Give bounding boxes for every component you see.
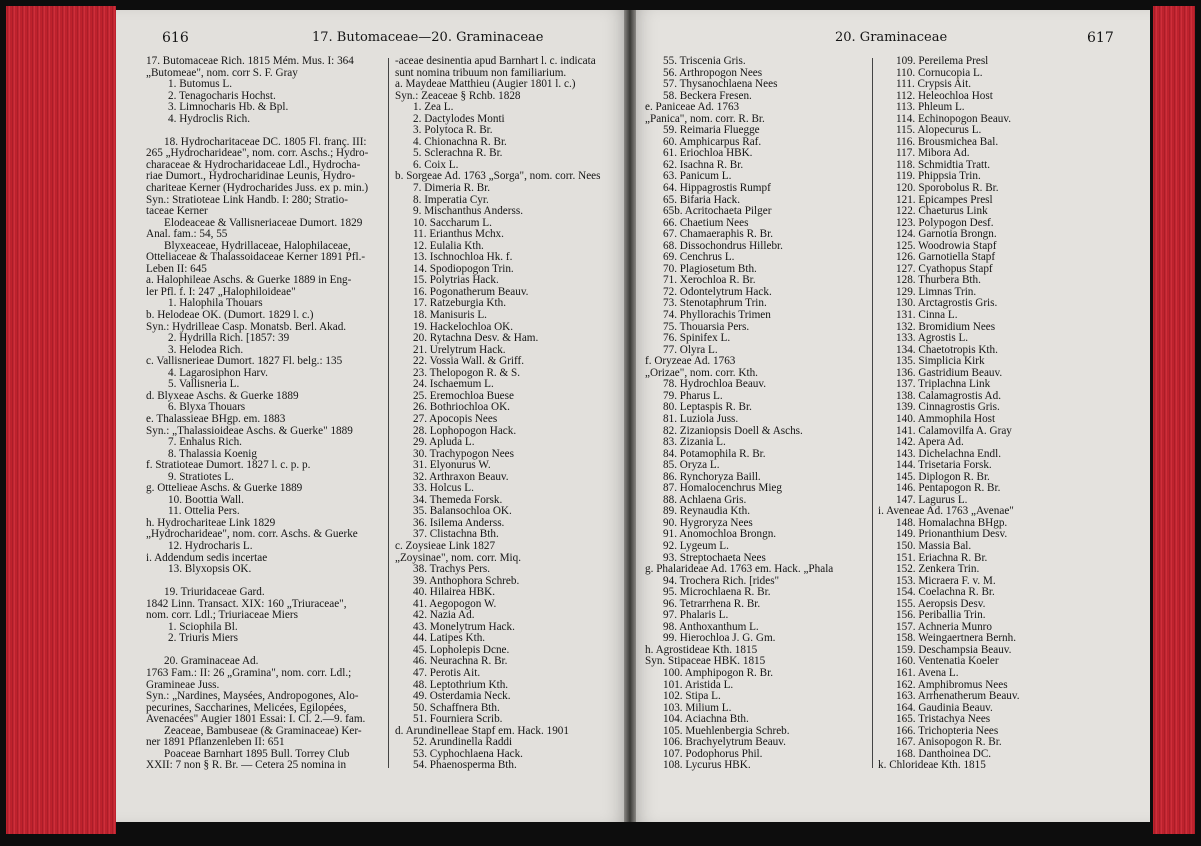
text-line: 109. Pereilema Presl (896, 55, 989, 67)
text-line: 122. Chaeturus Link (896, 205, 988, 218)
text-line: 81. Luziola Juss. (663, 412, 739, 425)
text-line: 56. Arthropogon Nees (663, 66, 763, 79)
text-line: 165. Tristachya Nees (896, 713, 991, 726)
text-line: 148. Homalachna BHgp. (896, 516, 1008, 529)
text-line: i. Aveneae Ad. 1763 „Avenae" (878, 505, 1014, 518)
text-line: 63. Panicum L. (663, 170, 732, 183)
right-page-column-2 (878, 56, 1103, 772)
text-line: 118. Schmidtia Tratt. (896, 158, 991, 171)
text-line: 106. Brachyelytrum Beauv. (663, 736, 786, 749)
text-line: 99. Hierochloa J. G. Gm. (663, 632, 776, 645)
text-line: 110. Cornucopia L. (896, 66, 983, 79)
text-line: Syn.: „Thalassioideae Aschs. & Guerke" 1889 (146, 424, 353, 437)
text-line: 159. Deschampsia Beauv. (896, 643, 1012, 656)
text-line: 80. Leptaspis R. Br. (663, 401, 752, 414)
text-line: 79. Pharus L. (663, 389, 723, 402)
text-line: 15. Polytrias Hack. (413, 274, 499, 287)
text-line: 6. Coix L. (413, 158, 459, 171)
text-line: riae Dumort., Hydrocharidinae Leunis, Hydro- (146, 170, 356, 183)
text-line: d. Blyxeae Aschs. & Guerke 1889 (146, 389, 299, 402)
text-line: 28. Lophopogon Hack. (413, 424, 517, 437)
text-line: 84. Potamophila R. Br. (663, 447, 766, 460)
text-line: 14. Spodiopogon Trin. (413, 262, 514, 275)
text-line: Leben II: 645 (146, 262, 207, 275)
text-line: 135. Simplicia Kirk (896, 355, 985, 368)
text-line: 60. Amphicarpus Raf. (663, 135, 762, 148)
text-line: h. Agrostideae Kth. 1815 (645, 643, 758, 656)
text-line: 163. Arrhenatherum Beauv. (896, 690, 1020, 703)
text-line: 9. Stratiotes L. (168, 470, 234, 483)
text-line: „Hydrocharideae", nom. corr. Aschs. & Guerke (146, 528, 358, 541)
text-line: 141. Calamovilfa A. Gray (896, 424, 1012, 437)
text-line: 52. Arundinella Raddi (413, 736, 513, 749)
text-line: e. Thalassieae BHgp. em. 1883 (146, 412, 286, 425)
text-line: 114. Echinopogon Beauv. (896, 112, 1012, 125)
text-line: 65. Bifaria Hack. (663, 193, 741, 206)
text-line: 69. Cenchrus L. (663, 251, 735, 264)
text-line: 8. Thalassia Koenig (168, 447, 257, 460)
text-line: 157. Achneria Munro (896, 620, 993, 633)
text-line: 11. Ottelia Pers. (168, 505, 240, 518)
text-line: Poaceae Barnhart 1895 Bull. Torrey Club (164, 747, 350, 760)
text-line: 70. Plagiosetum Bth. (663, 262, 757, 275)
text-line: h. Hydrochariteae Link 1829 (146, 516, 276, 529)
text-line: XXII: 7 non § R. Br. — Cetera 25 nomina in (146, 759, 347, 772)
text-line: 93. Streptochaeta Nees (663, 551, 766, 564)
text-line: 2. Tenagocharis Hochst. (168, 89, 276, 102)
book-edge-right (1153, 6, 1195, 834)
text-line: 164. Gaudinia Beauv. (896, 701, 993, 714)
text-line: 137. Triplachna Link (896, 378, 991, 391)
text-line: 51. Fourniera Scrib. (413, 713, 503, 726)
text-line: 113. Phleum L. (896, 101, 965, 114)
text-line: Elodeaceae & Vallisneriaceae Dumort. 1829 (164, 216, 363, 229)
text-line: „Butomeae", nom. corr S. F. Gray (146, 66, 298, 79)
text-line: 116. Brousmichea Bal. (896, 135, 999, 148)
text-line: c. Vallisnerieae Dumort. 1827 Fl. belg.: 135 (146, 355, 343, 368)
text-line: 46. Neurachna R. Br. (413, 655, 508, 668)
text-line: 20. Rytachna Desv. & Ham. (413, 332, 539, 345)
text-line: 74. Phyllorachis Trimen (663, 309, 771, 322)
text-line: 162. Amphibromus Nees (896, 678, 1008, 691)
text-line: a. Halophileae Aschs. & Guerke 1889 in Eng- (146, 274, 352, 287)
text-line: 16. Pogonatherum Beauv. (413, 285, 529, 298)
text-line: 2. Triuris Miers (168, 632, 238, 645)
text-line: 18. Hydrocharitaceae DC. 1805 Fl. franç. III: (164, 135, 367, 148)
text-line: 49. Osterdamia Neck. (413, 690, 511, 703)
text-line: 129. Limnas Trin. (896, 285, 977, 298)
text-line: 10. Boottia Wall. (168, 493, 244, 506)
text-line: 71. Xerochloa R. Br. (663, 274, 756, 287)
text-line: 64. Hippagrostis Rumpf (663, 182, 771, 195)
text-line: 97. Phalaris L. (663, 609, 729, 622)
text-line: 153. Micraera F. v. M. (896, 574, 996, 587)
text-line: 21. Urelytrum Hack. (413, 343, 506, 356)
text-line: 96. Tetrarrhena R. Br. (663, 597, 761, 610)
text-line: 88. Achlaena Gris. (663, 493, 747, 506)
text-line: 82. Zizaniopsis Doell & Aschs. (663, 424, 803, 437)
text-line: 147. Lagurus L. (896, 493, 968, 506)
text-line: 111. Crypsis Ait. (896, 78, 972, 91)
text-line: k. Chlorideae Kth. 1815 (878, 759, 986, 772)
text-line: 130. Arctagrostis Gris. (896, 297, 998, 310)
text-line: 27. Apocopis Nees (413, 412, 498, 425)
text-line: 13. Ischnochloa Hk. f. (413, 251, 513, 264)
text-line: 23. Thelopogon R. & S. (413, 366, 521, 379)
text-line: 50. Schaffnera Bth. (413, 701, 500, 714)
text-line: 1. Butomus L. (168, 78, 233, 91)
text-line: 78. Hydrochloa Beauv. (663, 378, 767, 391)
text-line: 5. Sclerachna R. Br. (413, 147, 503, 160)
text-line: 161. Avena L. (896, 666, 959, 679)
text-line: 77. Olyra L. (663, 343, 718, 356)
text-line: 98. Anthoxanthum L. (663, 620, 759, 633)
text-line: b. Sorgeae Ad. 1763 „Sorga", nom. corr. Nees (395, 170, 601, 183)
text-line: 12. Eulalia Kth. (413, 239, 484, 252)
text-line: 85. Oryza L. (663, 459, 720, 472)
text-line: Anal. fam.: 54, 55 (146, 228, 228, 241)
text-line: pecurines, Saccharines, Melicées, Egilopées, (146, 701, 347, 714)
text-line: 123. Polypogon Desf. (896, 216, 994, 229)
text-line: 43. Monelytrum Hack. (413, 620, 515, 633)
text-line: 90. Hygroryza Nees (663, 516, 753, 529)
text-line: 265 „Hydrocharideae", nom. corr. Aschs.; Hydro- (146, 147, 369, 160)
text-line: 47. Perotis Ait. (413, 666, 481, 679)
text-line: 158. Weingaertnera Bernh. (896, 632, 1017, 645)
text-line: i. Addendum sedis incertae (146, 551, 268, 564)
text-line: 59. Reimaria Fluegge (663, 124, 760, 137)
text-line: 3. Polytoca R. Br. (413, 124, 493, 137)
text-line: g. Phalarideae Ad. 1763 em. Hack. „Phala (645, 563, 834, 576)
text-line: „Zoysinae", nom. corr. Miq. (395, 551, 522, 564)
text-line: 146. Pentapogon R. Br. (896, 482, 1001, 495)
text-line: 62. Isachna R. Br. (663, 158, 744, 171)
text-line: 103. Milium L. (663, 701, 732, 714)
text-line: taceae Kerner (146, 205, 208, 218)
text-line: 139. Cinnagrostis Gris. (896, 401, 1000, 414)
text-line: 8. Imperatia Cyr. (413, 193, 489, 206)
text-line: 144. Trisetaria Forsk. (896, 459, 992, 472)
text-line: 31. Elyonurus W. (413, 459, 491, 472)
text-line: 68. Dissochondrus Hillebr. (663, 239, 783, 252)
text-line: 94. Trochera Rich. [rides" (663, 574, 780, 587)
text-line: 10. Saccharum L. (413, 216, 492, 229)
text-line: 127. Cyathopus Stapf (896, 262, 993, 275)
right-page-column-1 (645, 56, 867, 772)
text-line: 24. Ischaemum L. (413, 378, 494, 391)
text-line: 61. Eriochloa HBK. (663, 147, 753, 160)
text-line: 57. Thysanochlaena Nees (663, 78, 778, 91)
text-line: 143. Dichelachna Endl. (896, 447, 1002, 460)
column-divider (872, 58, 873, 768)
text-line: c. Zoysieae Link 1827 (395, 539, 496, 552)
text-line: 4. Chionachna R. Br. (413, 135, 507, 148)
left-page-number: 616 (162, 30, 189, 46)
text-line: 44. Latipes Kth. (413, 632, 486, 645)
text-line: 91. Anomochloa Brongn. (663, 528, 777, 541)
text-line: g. Ottelieae Aschs. & Guerke 1889 (146, 482, 303, 495)
text-line: Syn.: Hydrilleae Casp. Monatsb. Berl. Akad. (146, 320, 347, 333)
text-line: 117. Mibora Ad. (896, 147, 970, 160)
text-line: 138. Calamagrostis Ad. (896, 389, 1002, 402)
text-line: 102. Stipa L. (663, 690, 721, 703)
text-line: 45. Lopholepis Dcne. (413, 643, 510, 656)
text-line: 72. Odontelytrum Hack. (663, 285, 772, 298)
text-line: 11. Erianthus Mchx. (413, 228, 504, 241)
text-line: a. Maydeae Matthieu (Augier 1801 l. c.) (395, 78, 576, 91)
text-line: Syn. Stipaceae HBK. 1815 (645, 655, 766, 668)
text-line: 66. Chaetium Nees (663, 216, 749, 229)
text-line: 65b. Acritochaeta Pilger (663, 205, 772, 218)
text-line: 4. Hydroclis Rich. (168, 112, 251, 125)
text-line: 1. Halophila Thouars (168, 297, 263, 310)
text-line: 35. Balansochloa OK. (413, 505, 512, 518)
book-edge-left (6, 6, 116, 834)
text-line: 125. Woodrowia Stapf (896, 239, 997, 252)
text-line: 89. Reynaudia Kth. (663, 505, 750, 518)
text-line: 75. Thouarsia Pers. (663, 320, 750, 333)
text-line: 1842 Linn. Transact. XIX: 160 „Triuraceae", (146, 597, 347, 610)
text-line: 119. Phippsia Trin. (896, 170, 981, 183)
text-line: 3. Helodea Rich. (168, 343, 244, 356)
text-line: 151. Eriachna R. Br. (896, 551, 988, 564)
text-line: 92. Lygeum L. (663, 539, 729, 552)
text-line: 95. Microchlaena R. Br. (663, 586, 771, 599)
text-line: 100. Amphipogon R. Br. (663, 666, 774, 679)
text-line: 133. Agrostis L. (896, 332, 969, 345)
text-line: chariteae Kerner (Hydrocharides Juss. ex p. min.) (146, 182, 369, 195)
text-line: 40. Hilairea HBK. (413, 586, 496, 599)
text-line: nom. corr. Ldl.; Triuriaceae Miers (146, 609, 298, 622)
text-line: 101. Aristida L. (663, 678, 734, 691)
text-line: 25. Eremochloa Buese (413, 389, 514, 402)
text-line: Zeaceae, Bambuseae (& Graminaceae) Ker- (164, 724, 362, 737)
text-line: 48. Leptothrium Kth. (413, 678, 509, 691)
text-line: 41. Aegopogon W. (413, 597, 497, 610)
text-line: sunt nomina tribuum non familiarium. (395, 66, 567, 79)
text-line: 131. Cinna L. (896, 309, 958, 322)
text-line: Avenacées" Augier 1801 Essai: I. Cl. 2.—9. fam. (146, 713, 366, 726)
text-line: 2. Hydrilla Rich. [1857: 39 (168, 332, 290, 345)
text-line: 167. Anisopogon R. Br. (896, 736, 1002, 749)
text-line: 13. Blyxopsis OK. (168, 563, 252, 576)
text-line: 115. Alopecurus L. (896, 124, 982, 137)
text-line: 20. Graminaceae Ad. (164, 655, 259, 668)
text-line: Blyxeaceae, Hydrillaceae, Halophilaceae, (164, 239, 351, 252)
text-line: 145. Diplogon R. Br. (896, 470, 990, 483)
text-line: characeae & Hydrocharidaceae Ldl., Hydrocha- (146, 158, 361, 171)
text-line: 58. Beckera Fresen. (663, 89, 752, 102)
text-line: 54. Phaenosperma Bth. (413, 759, 517, 772)
left-page-column-1 (146, 56, 384, 772)
text-line: 30. Trachypogon Nees (413, 447, 514, 460)
text-line: 1. Sciophila Bl. (168, 620, 238, 633)
text-line: 128. Thurbera Bth. (896, 274, 981, 287)
text-line: 37. Clistachna Bth. (413, 528, 499, 541)
text-line: 107. Podophorus Phil. (663, 747, 763, 760)
text-line: 3. Limnocharis Hb. & Bpl. (168, 101, 289, 114)
text-line: 86. Rynchoryza Baill. (663, 470, 761, 483)
text-line: 1. Zea L. (413, 101, 454, 114)
text-line: 168. Danthoinea DC. (896, 747, 992, 760)
text-line: 105. Muehlenbergia Schreb. (663, 724, 790, 737)
text-line: 22. Vossia Wall. & Griff. (413, 355, 525, 368)
text-line: -aceae desinentia apud Barnhart l. c. indicata (395, 55, 596, 67)
text-line: 12. Hydrocharis L. (168, 539, 253, 552)
text-line: 36. Isilema Anderss. (413, 516, 505, 529)
text-line: 76. Spinifex L. (663, 332, 731, 345)
right-page-number: 617 (1087, 30, 1114, 46)
text-line: 29. Apluda L. (413, 436, 475, 449)
text-line: e. Paniceae Ad. 1763 (645, 101, 740, 114)
text-line: 19. Hackelochloa OK. (413, 320, 514, 333)
text-line: 5. Vallisneria L. (168, 378, 240, 391)
text-line: 34. Themeda Forsk. (413, 493, 503, 506)
text-line: Syn.: Zeaceae § Rchb. 1828 (395, 89, 521, 102)
text-line: 18. Manisuris L. (413, 309, 487, 322)
text-line: ner 1891 Pflanzenleben II: 651 (146, 736, 285, 749)
text-line: 120. Sporobolus R. Br. (896, 182, 999, 195)
right-running-head: 20. Graminaceae (835, 30, 948, 45)
text-line: Syn.: „Nardines, Maysées, Andropogones, Alo- (146, 690, 359, 703)
text-line: 124. Garnotia Brongn. (896, 228, 997, 241)
text-line: 73. Stenotaphrum Trin. (663, 297, 767, 310)
text-line: 67. Chamaeraphis R. Br. (663, 228, 773, 241)
text-line: 17. Ratzeburgia Kth. (413, 297, 507, 310)
left-running-head: 17. Butomaceae—20. Graminaceae (312, 30, 544, 45)
text-line: 17. Butomaceae Rich. 1815 Mém. Mus. I: 364 (146, 55, 354, 67)
text-line: 33. Holcus L. (413, 482, 474, 495)
text-line: 152. Zenkera Trin. (896, 563, 980, 576)
text-line: 155. Aeropsis Desv. (896, 597, 986, 610)
text-line: Syn.: Stratioteae Link Handb. I: 280; Stratio- (146, 193, 348, 206)
text-line: 108. Lycurus HBK. (663, 759, 751, 772)
text-line: 83. Zizania L. (663, 436, 726, 449)
text-line: 32. Arthraxon Beauv. (413, 470, 509, 483)
text-line: „Panica", nom. corr. R. Br. (645, 112, 765, 125)
text-line: 154. Coelachna R. Br. (896, 586, 995, 599)
text-line: 134. Chaetotropis Kth. (896, 343, 998, 356)
text-line: 1763 Fam.: II: 26 „Gramina", nom. corr. Ldl.; (146, 666, 352, 679)
text-line: 7. Dimeria R. Br. (413, 182, 491, 195)
text-line: 156. Periballia Trin. (896, 609, 986, 622)
text-line: 126. Garnotiella Stapf (896, 251, 996, 264)
text-line: 87. Homalocenchrus Mieg (663, 482, 782, 495)
text-line: 112. Heleochloa Host (896, 89, 993, 102)
text-line: 53. Cyphochlaena Hack. (413, 747, 523, 760)
text-line: 121. Epicampes Presl (896, 193, 993, 206)
text-line: 38. Trachys Pers. (413, 563, 491, 576)
left-page-column-2 (395, 56, 627, 772)
text-line: 26. Bothriochloa OK. (413, 401, 510, 414)
text-line: ler Pfl. f. I: 247 „Halophiloideae" (146, 285, 296, 298)
text-line: 149. Prionanthium Desv. (896, 528, 1008, 541)
text-line: 150. Massia Bal. (896, 539, 972, 552)
text-line: 7. Enhalus Rich. (168, 436, 242, 449)
text-line: f. Stratioteae Dumort. 1827 l. c. p. p. (146, 459, 311, 472)
text-line: „Orizae", nom. corr. Kth. (645, 366, 758, 379)
text-line: 6. Blyxa Thouars (168, 401, 246, 414)
text-line: 142. Apera Ad. (896, 436, 964, 449)
text-line: 2. Dactylodes Monti (413, 112, 505, 125)
text-line: 55. Triscenia Gris. (663, 55, 746, 67)
text-line: 39. Anthophora Schreb. (413, 574, 520, 587)
text-line: 136. Gastridium Beauv. (896, 366, 1003, 379)
column-divider (388, 58, 389, 768)
text-line: f. Oryzeae Ad. 1763 (645, 355, 736, 368)
text-line: Otteliaceae & Thalassoidaceae Kerner 1891 Pfl.- (146, 251, 366, 264)
text-line: 19. Triuridaceae Gard. (164, 586, 265, 599)
text-line: 4. Lagarosiphon Harv. (168, 366, 268, 379)
text-line: 140. Ammophila Host (896, 412, 996, 425)
text-line: 104. Aciachna Bth. (663, 713, 749, 726)
text-line: b. Helodeae OK. (Dumort. 1829 l. c.) (146, 309, 314, 322)
text-line: d. Arundinelleae Stapf em. Hack. 1901 (395, 724, 569, 737)
text-line: 166. Trichopteria Nees (896, 724, 999, 737)
text-line: 42. Nazia Ad. (413, 609, 475, 622)
text-line: 132. Bromidium Nees (896, 320, 996, 333)
text-line: Gramineae Juss. (146, 678, 220, 691)
text-line: 160. Ventenatia Koeler (896, 655, 999, 668)
text-line: 9. Mischanthus Anderss. (413, 205, 524, 218)
